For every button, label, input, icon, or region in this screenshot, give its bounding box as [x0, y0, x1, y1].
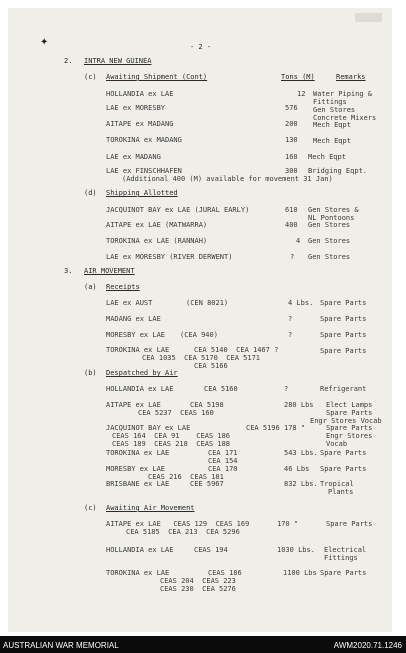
remark: Fittings	[313, 98, 347, 106]
quantity: 46 Lbs	[284, 465, 310, 473]
quantity: 1100 Lbs	[283, 569, 317, 577]
subsection-label: (b)	[84, 369, 97, 377]
quantity: 610	[285, 206, 298, 214]
consignment-ref: CEA 171	[208, 449, 238, 457]
route-line: AITAPE ex LAE CEAS 129 CEAS 169	[106, 520, 250, 528]
consignment-ref: (CEA 940)	[180, 331, 218, 339]
route-line: LAE ex AUST	[106, 299, 153, 307]
subsection-title: Despatched by Air	[106, 369, 178, 377]
route-line: LAE ex MADANG	[106, 153, 161, 161]
route-line: MADANG ex LAE	[106, 315, 161, 323]
section-2-number: 2.	[64, 57, 73, 65]
remark: Refrigerant	[320, 385, 367, 393]
consignment-ref: (CEN 8021)	[186, 299, 229, 307]
consignment-ref: CEAS 186	[208, 569, 242, 577]
quantity: 160	[285, 153, 298, 161]
remark: Spare Parts	[326, 409, 373, 417]
remark: Vocab	[326, 440, 348, 448]
remark: Gen Stores	[308, 221, 351, 229]
consignment-ref: CEA 5198	[190, 401, 224, 409]
route-line: HOLLANDIA ex LAE	[106, 385, 174, 393]
consignment-ref: CEAS 164 CEA 91 CEAS 186	[112, 432, 231, 440]
remark: Water Piping &	[313, 90, 373, 98]
remark: Spare Parts	[320, 315, 367, 323]
quantity: 178 "	[284, 424, 306, 432]
remark: NL Pontoons	[308, 214, 355, 222]
subsection-label: (c)	[84, 504, 97, 512]
tons-header: Tons (M)	[281, 73, 315, 81]
subsection-label: (d)	[84, 189, 97, 197]
route-line: BRISBANE ex LAE	[106, 480, 170, 488]
page-number: - 2 -	[190, 43, 212, 51]
remark: Gen Stores	[313, 106, 356, 114]
quantity: 130	[285, 136, 298, 144]
consignment-ref: CEAS 189 CEAS 218 CEAS 188	[112, 440, 231, 448]
quantity: 4	[296, 237, 301, 245]
remark: Gen Stores	[308, 237, 351, 245]
route-line: TOROKINA ex LAE	[106, 346, 170, 354]
subsection-label: (c)	[84, 73, 97, 81]
subsection-title: Awaiting Air Movement	[106, 504, 195, 512]
remark: Bridging Eqpt.	[308, 167, 368, 175]
remark: Tropical	[320, 480, 354, 488]
footer-accession: AWM2020.71.1246	[333, 641, 402, 650]
route-line: TOROKINA ex LAE	[106, 449, 170, 457]
remark: Gen Stores &	[308, 206, 359, 214]
footer-credit: AUSTRALIAN WAR MEMORIAL	[3, 641, 119, 650]
consignment-ref: CEA 5160	[204, 385, 238, 393]
quantity: 300	[285, 167, 298, 175]
remark: Mech Eqpt	[313, 137, 351, 145]
quantity: 4 Lbs.	[288, 299, 314, 307]
consignment-ref: CEA 5185 CEA 213 CEA 5296	[126, 528, 240, 536]
consignment-ref: CEE 5967	[190, 480, 224, 488]
consignment-ref: CEA 5237 CEAS 160	[138, 409, 214, 417]
section-3-number: 3.	[64, 267, 73, 275]
remark: Electrical	[324, 546, 367, 554]
route-line: HOLLANDIA ex LAE	[106, 90, 174, 98]
route-line: TOROKINA ex LAE (RANNAH)	[106, 237, 208, 245]
route-line: HOLLANDIA ex LAE	[106, 546, 174, 554]
consignment-ref: CEA 154	[208, 457, 238, 465]
route-line: AITAPE ex MADANG	[106, 120, 174, 128]
remark: Spare Parts	[320, 331, 367, 339]
route-line: LAE ex MORESBY	[106, 104, 166, 112]
route-line: JACQUINOT BAY ex LAE (JURAL EARLY)	[106, 206, 250, 214]
remark: Engr Stores	[326, 432, 373, 440]
consignment-ref: CEAS 204 CEAS 223	[160, 577, 236, 585]
subsection-title: Receipts	[106, 283, 140, 291]
consignment-ref: CEA 5166	[194, 362, 228, 370]
quantity: 543 Lbs.	[284, 449, 318, 457]
consignment-ref: CEA 1035 CEA 5170 CEA 5171	[142, 354, 261, 362]
route-line: TOROKINA ex MADANG	[106, 136, 182, 144]
subsection-label: (a)	[84, 283, 97, 291]
remark: Mech Eqpt	[308, 153, 346, 161]
remark: Gen Stores	[308, 253, 351, 261]
remark: Spare Parts	[326, 424, 373, 432]
remark: Plants	[328, 488, 354, 496]
section-3-title: AIR MOVEMENT	[84, 267, 135, 275]
quantity: 170 "	[277, 520, 299, 528]
route-line: AITAPE ex LAE (MATWARRA)	[106, 221, 208, 229]
remark: Concrete Mixers	[313, 114, 377, 122]
remark: Spare Parts	[320, 347, 367, 355]
quantity: ?	[290, 253, 295, 261]
remark: Elect Lamps	[326, 401, 373, 409]
quantity: 200	[285, 120, 298, 128]
consignment-ref: CEAS 194	[194, 546, 228, 554]
remark: Spare Parts	[320, 569, 367, 577]
remark: Spare Parts	[326, 520, 373, 528]
handwritten-mark: ✦	[40, 37, 49, 48]
consignment-ref: CEAS 216 CEAS 181	[148, 473, 224, 481]
route-line: AITAPE ex LAE	[106, 401, 161, 409]
remark: Mech Eqpt	[313, 121, 351, 129]
quantity: 280 Lbs	[284, 401, 314, 409]
route-line: MORESBY ex LAE	[106, 465, 166, 473]
remark: Spare Parts	[320, 465, 367, 473]
quantity: 12	[297, 90, 306, 98]
route-line: JACQUINOT BAY ex LAE	[106, 424, 191, 432]
archive-stamp	[355, 13, 382, 22]
section-2-title: INTRA NEW GUINEA	[84, 57, 152, 65]
remark: Spare Parts	[320, 449, 367, 457]
remark: Engr Stores Vocab	[310, 417, 382, 425]
subsection-title: Awaiting Shipment (Cont)	[106, 73, 208, 81]
consignment-ref: CEA 5196	[246, 424, 280, 432]
consignment-ref: CEA 170	[208, 465, 238, 473]
quantity: 1030 Lbs.	[277, 546, 315, 554]
quantity: ?	[288, 315, 293, 323]
route-line: LAE ex FINSCHHAFEN	[106, 167, 182, 175]
quantity: ?	[288, 331, 293, 339]
quantity: 832 Lbs.	[284, 480, 318, 488]
remark: Fittings	[324, 554, 358, 562]
route-line: TOROKINA ex LAE	[106, 569, 170, 577]
route-line: LAE ex MORESBY (RIVER DERWENT)	[106, 253, 233, 261]
quantity: ?	[284, 385, 289, 393]
route-line: MORESBY ex LAE	[106, 331, 166, 339]
quantity: 576	[285, 104, 298, 112]
consignment-ref: CEA 5140 CEA 1467 ?	[194, 346, 279, 354]
quantity: 400	[285, 221, 298, 229]
remark: Spare Parts	[320, 299, 367, 307]
remarks-header: Remarks	[336, 73, 366, 81]
consignment-ref: CEAS 230 CEA 5276	[160, 585, 236, 593]
subsection-title: Shipping Allotted	[106, 189, 178, 197]
note-line: (Additional 400 (M) available for movement 31 Jan)	[122, 175, 333, 183]
